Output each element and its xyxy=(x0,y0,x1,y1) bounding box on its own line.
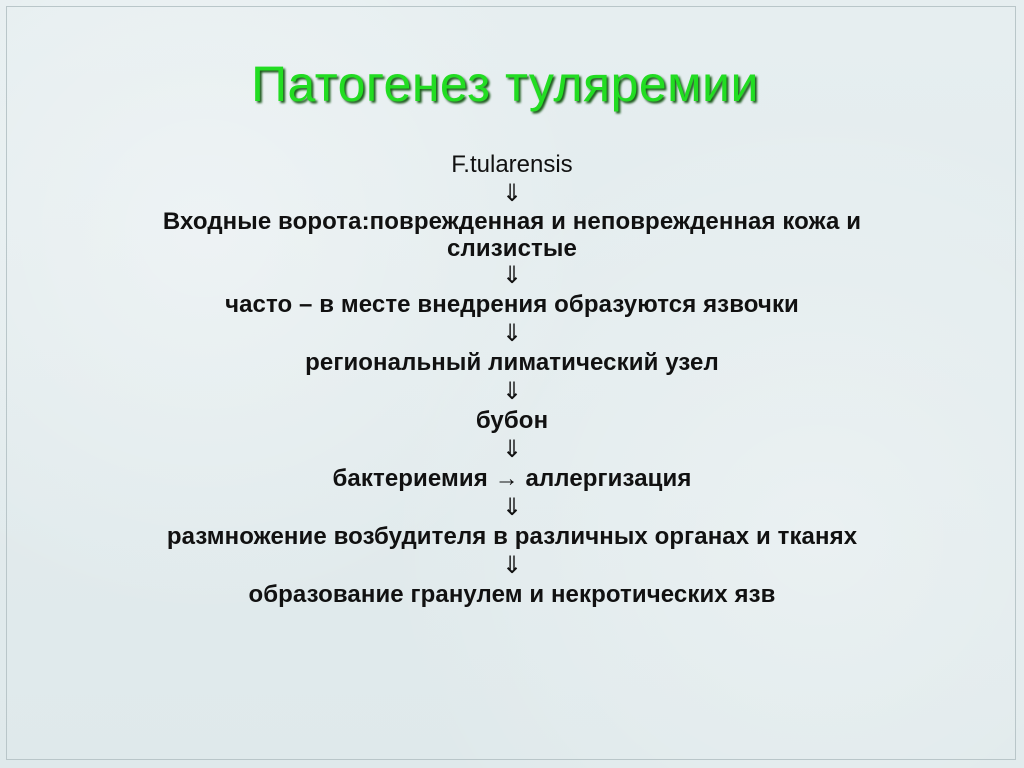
pathogenesis-chain xyxy=(0,150,1024,610)
step-bubo: бубон xyxy=(475,407,549,434)
step-reproduction: размножение возбудителя в различных органах и тканях xyxy=(166,523,858,550)
right-arrow-icon: → xyxy=(494,465,519,492)
down-arrow-icon: ⇓ xyxy=(501,320,523,347)
allergization-label: аллергизация xyxy=(525,465,692,492)
step-bacteremia xyxy=(0,464,1024,494)
step-entry-gate: Входные ворота:поврежденная и неповрежденная кожа и слизистые xyxy=(162,208,862,262)
step-ulcers: часто – в месте внедрения образуются язвочки xyxy=(225,291,799,318)
bacteremia-label: бактериемия xyxy=(332,465,488,492)
step-pathogen: F.tularensis xyxy=(451,151,573,178)
down-arrow-icon: ⇓ xyxy=(501,552,523,579)
down-arrow-icon: ⇓ xyxy=(501,262,523,289)
down-arrow-icon: ⇓ xyxy=(501,494,523,521)
step-lymph-node: региональный лиматический узел xyxy=(305,349,719,376)
down-arrow-icon: ⇓ xyxy=(501,436,523,463)
slide-title: Патогенез туляремии xyxy=(251,56,759,112)
down-arrow-icon: ⇓ xyxy=(501,180,523,207)
step-granulomas: образование гранулем и некротических язв xyxy=(248,581,776,608)
down-arrow-icon: ⇓ xyxy=(501,378,523,405)
